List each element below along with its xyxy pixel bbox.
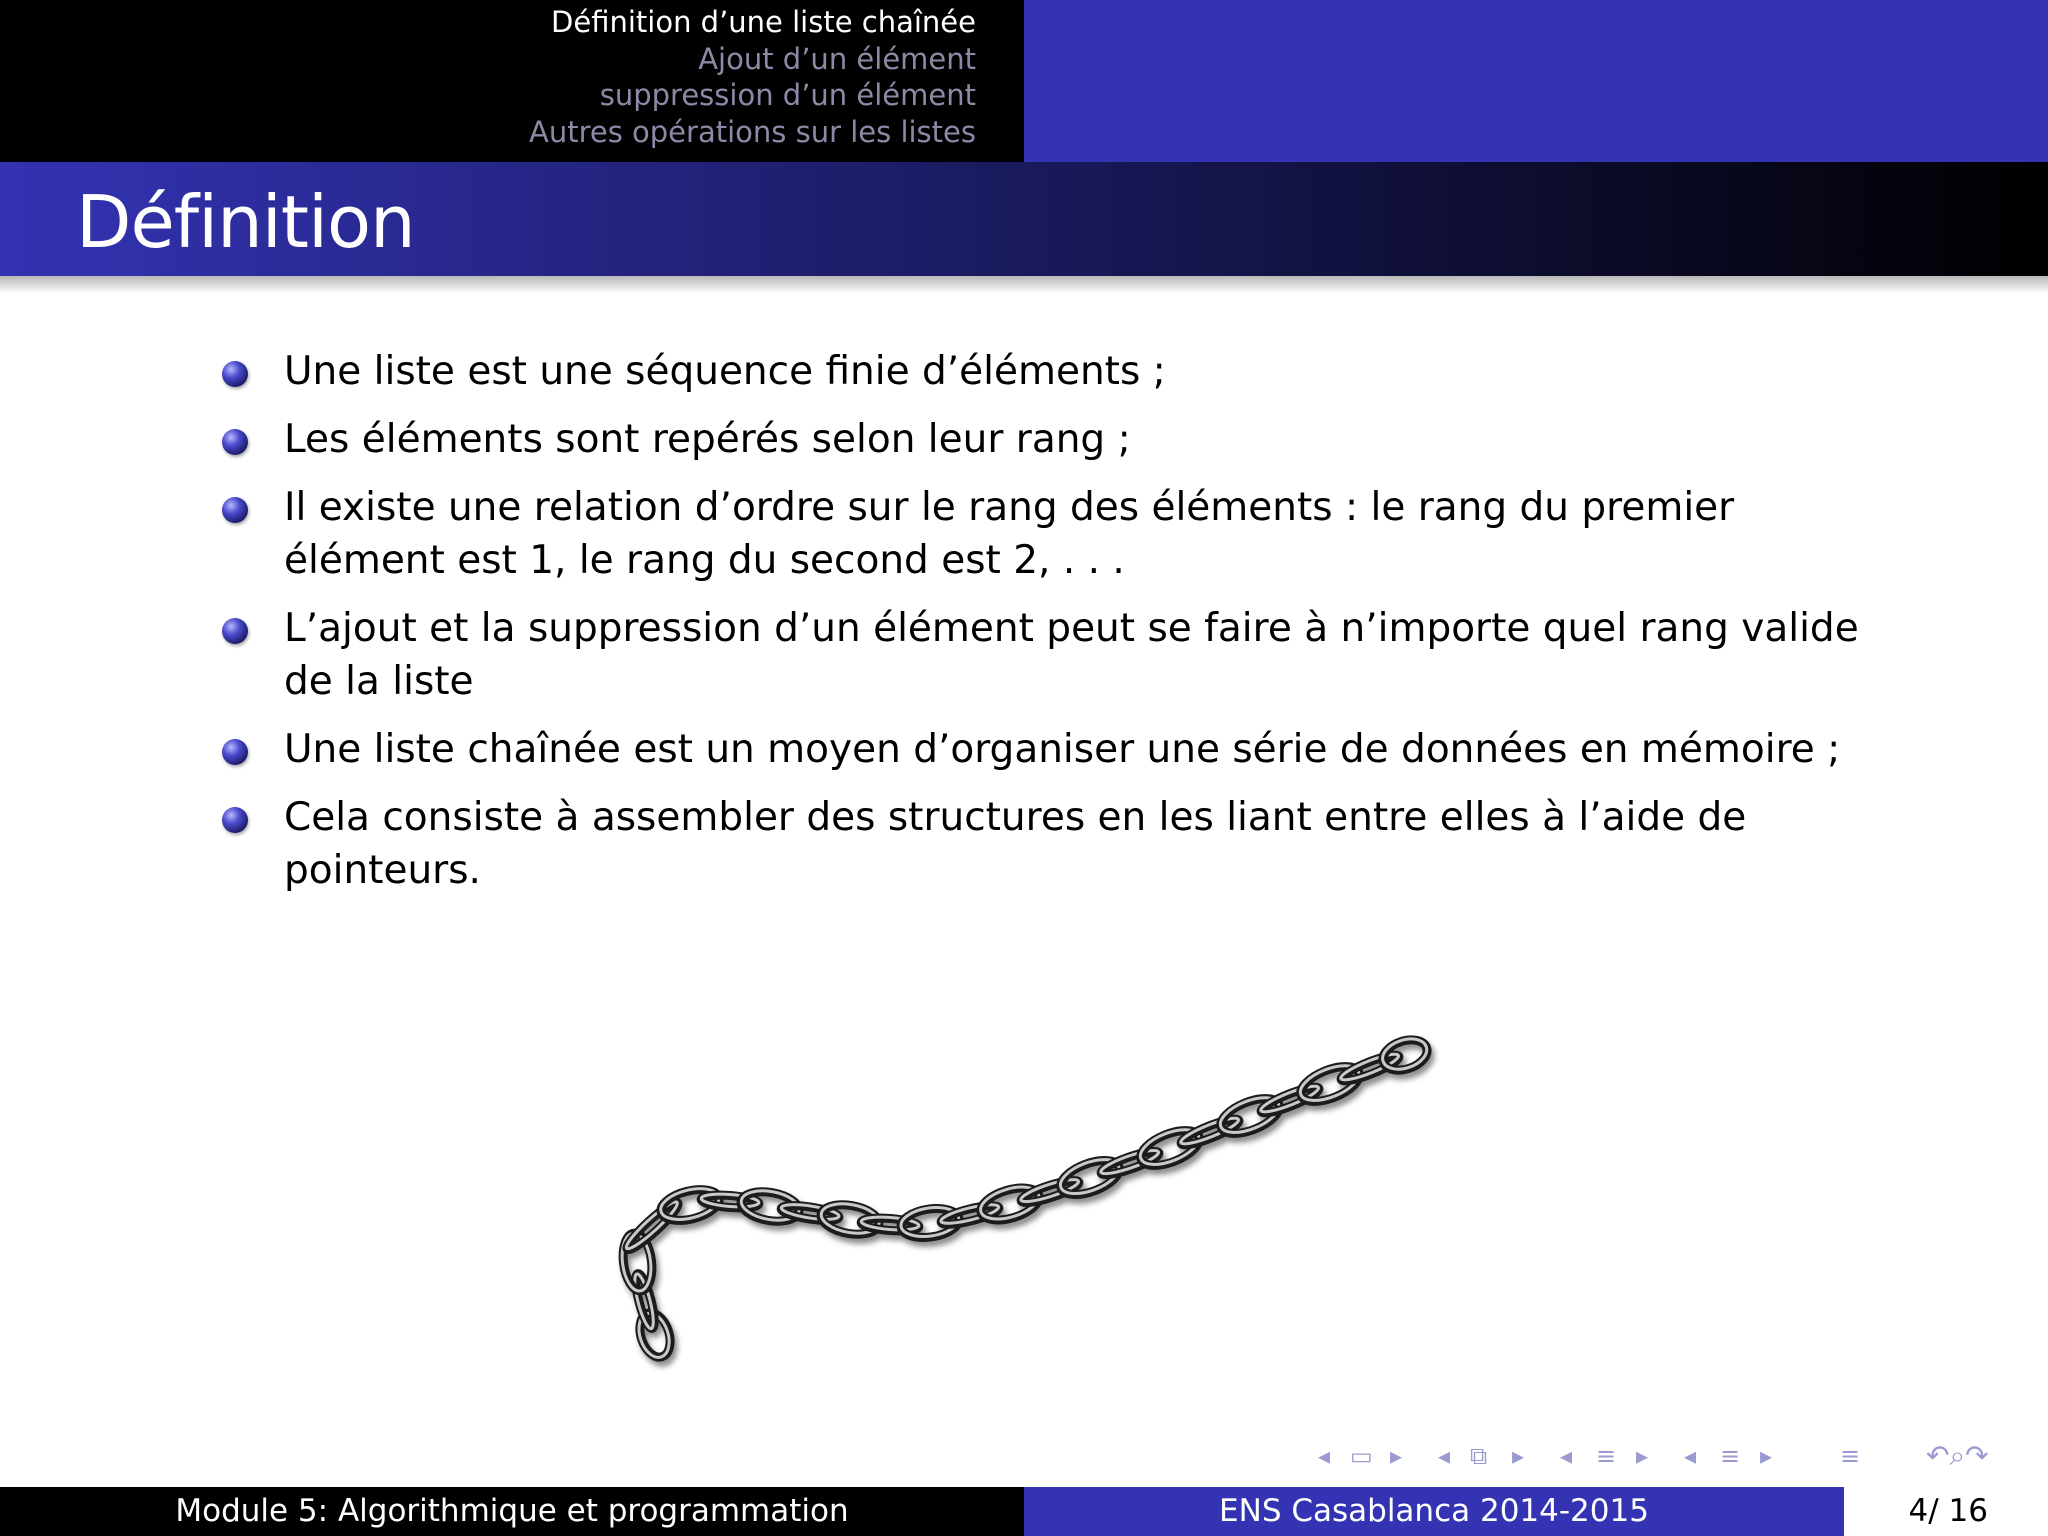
nav-section-prev-icon[interactable]: ◂ bbox=[1560, 1442, 1573, 1470]
footer bbox=[0, 1487, 2048, 1536]
nav-section-icon[interactable]: ≡ bbox=[1596, 1442, 1617, 1470]
nav-section-definition[interactable]: Définition d’une liste chaînée bbox=[551, 5, 976, 39]
nav-search-icon[interactable]: ↶⌕↷ bbox=[1926, 1439, 1989, 1472]
frame-title-bar bbox=[0, 162, 2048, 276]
bullet-ball-icon bbox=[222, 807, 248, 833]
bullet-text: L’ajout et la suppression d’un élément peut se faire à n’importe quel rang valide de la liste bbox=[284, 606, 1859, 704]
list-item bbox=[220, 791, 1900, 897]
header-left-panel bbox=[0, 0, 1024, 162]
nav-section-next-icon[interactable]: ▸ bbox=[1636, 1442, 1649, 1470]
bullet-ball-icon bbox=[222, 361, 248, 387]
header-navigation bbox=[0, 0, 2048, 162]
list-item bbox=[220, 602, 1900, 708]
list-item bbox=[220, 723, 1900, 776]
nav-subsection-next-icon[interactable]: ▸ bbox=[1512, 1442, 1525, 1470]
nav-frame-prev-icon[interactable]: ◂ bbox=[1318, 1442, 1331, 1470]
bullet-text: Cela consiste à assembler des structures en les liant entre elles à l’aide de pointeurs. bbox=[284, 795, 1747, 893]
title-shadow bbox=[0, 276, 2048, 294]
list-item bbox=[220, 345, 1900, 398]
bullet-ball-icon bbox=[222, 429, 248, 455]
bullet-ball-icon bbox=[222, 618, 248, 644]
bullet-list bbox=[220, 345, 1900, 912]
nav-doc-prev-icon[interactable]: ◂ bbox=[1684, 1442, 1697, 1470]
nav-frame-next-icon[interactable]: ▸ bbox=[1390, 1442, 1403, 1470]
section-nav-list bbox=[529, 4, 976, 150]
nav-subsection-icon[interactable]: ⧉ bbox=[1470, 1442, 1488, 1470]
nav-doc-icon[interactable]: ≡ bbox=[1720, 1442, 1741, 1470]
nav-subsection-prev-icon[interactable]: ◂ bbox=[1438, 1442, 1451, 1470]
chain-link-shape bbox=[623, 1199, 681, 1254]
bullet-ball-icon bbox=[222, 497, 248, 523]
page-number-text: 4/ 16 bbox=[1908, 1493, 1988, 1529]
bullet-text: Une liste chaînée est un moyen d’organiser une série de données en mémoire ; bbox=[284, 727, 1841, 772]
nav-doc-next-icon[interactable]: ▸ bbox=[1760, 1442, 1773, 1470]
bullet-text: Les éléments sont repérés selon leur rang ; bbox=[284, 417, 1131, 462]
nav-frame-icon[interactable]: ▭ bbox=[1350, 1442, 1373, 1470]
bullet-text: Une liste est une séquence finie d’éléments ; bbox=[284, 349, 1166, 394]
nav-toc-icon[interactable]: ≡ bbox=[1840, 1442, 1861, 1470]
bullet-text: Il existe une relation d’ordre sur le rang des éléments : le rang du premier élément est 1, le rang du second est 2, . . . bbox=[284, 485, 1735, 583]
footer-page-number bbox=[1844, 1487, 2048, 1536]
bullet-ball-icon bbox=[222, 739, 248, 765]
chain-icon bbox=[600, 1020, 1500, 1410]
list-item bbox=[220, 481, 1900, 587]
nav-section-ajout[interactable]: Ajout d’un élément bbox=[698, 41, 976, 76]
header-right-panel bbox=[1024, 0, 2048, 162]
footer-module-title: Module 5: Algorithmique et programmation bbox=[0, 1487, 1024, 1536]
footer-institution: ENS Casablanca 2014-2015 bbox=[1024, 1487, 1844, 1536]
nav-section-autres[interactable]: Autres opérations sur les listes bbox=[528, 114, 976, 149]
list-item bbox=[220, 413, 1900, 466]
nav-section-suppression[interactable]: suppression d’un élément bbox=[599, 78, 976, 113]
page-title: Définition bbox=[76, 180, 415, 264]
